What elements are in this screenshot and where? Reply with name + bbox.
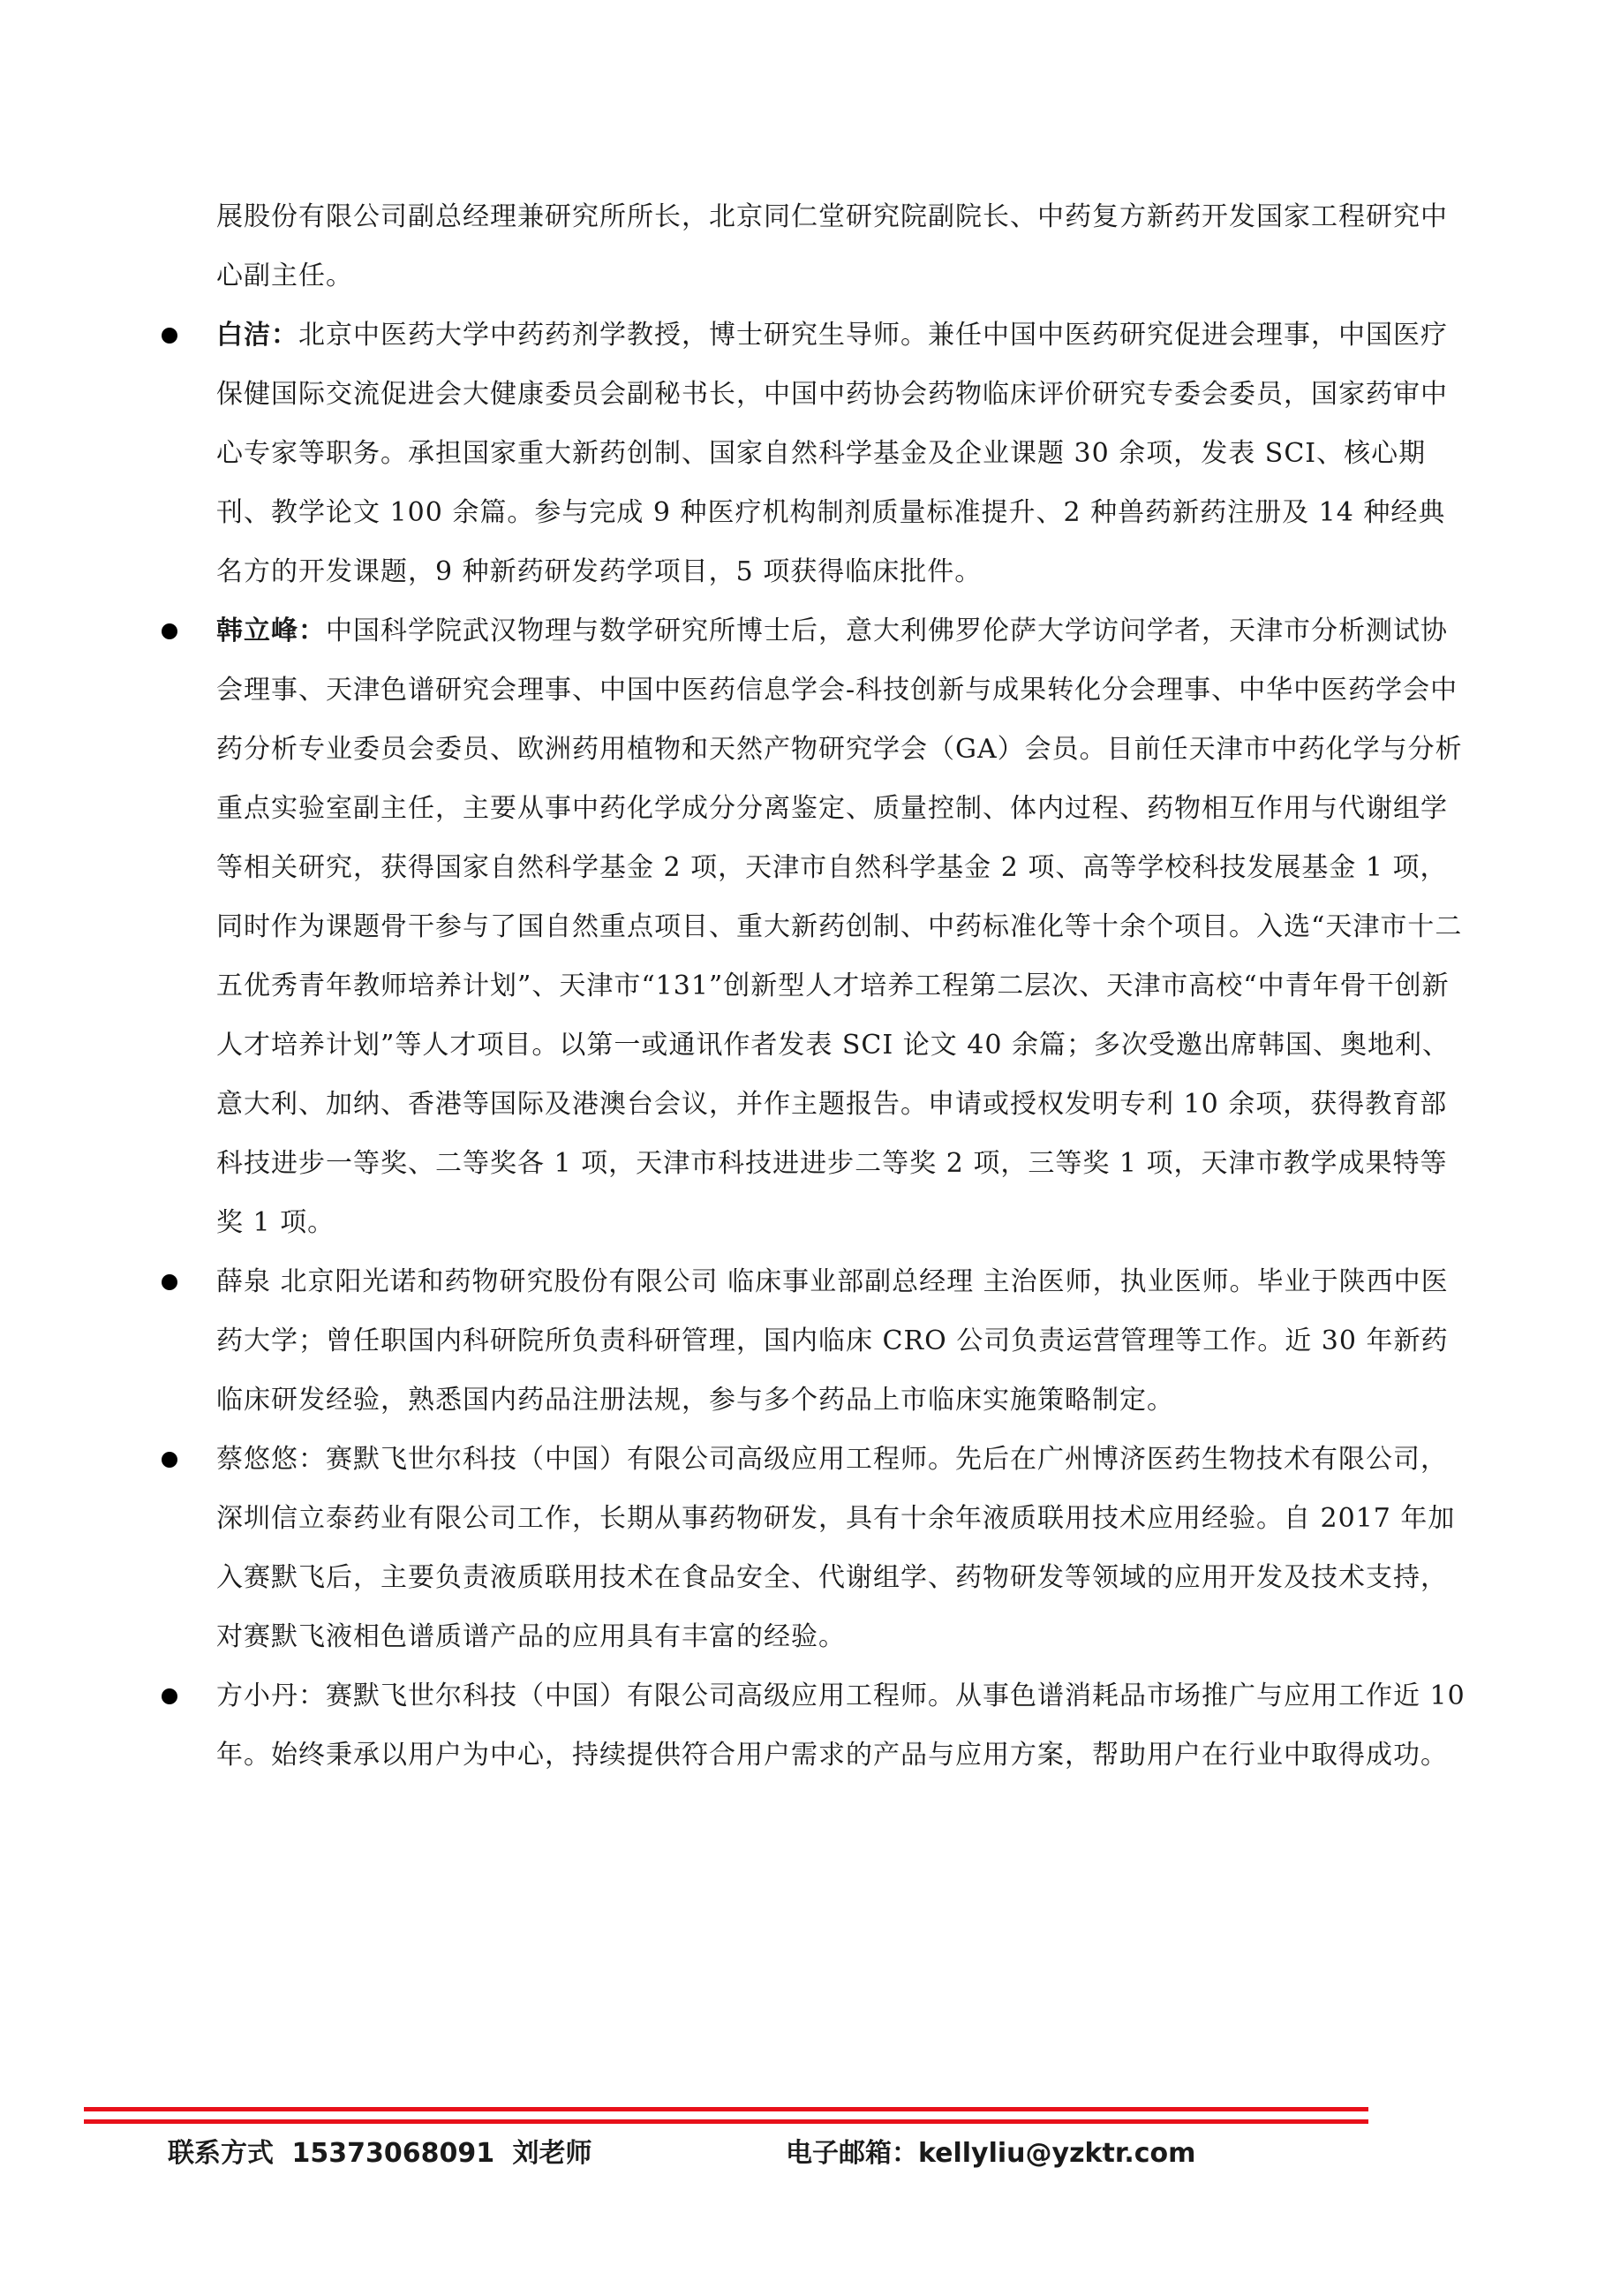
bullet-icon	[162, 1688, 177, 1704]
expert-bio: 北京中医药大学中药药剂学教授，博士研究生导师。兼任中国中医药研究促进会理事，中国医疗保健国际交流促进会大健康委员会副秘书长，中国中药协会药物临床评价研究专委会委员，国家药审中心专家等职务。承担国家重大新药创制、国家自然科学基金及企业课题 30 余项，发表 SCI、核心期刊、教学论文 100 余篇。参与完成 9 种医疗机构制剂质量标准提升、2 种兽药新药注册及 14 种经典名方的开发课题，9 种新药研发药学项目，5 项获得临床批件。	[216, 320, 1448, 587]
document-body	[162, 187, 1468, 1785]
contact-footer	[0, 2131, 1620, 2184]
contact-info	[168, 2131, 592, 2170]
email-info	[786, 2131, 1195, 2170]
email-link[interactable]: kellyliu@yzktr.com	[918, 2138, 1196, 2169]
contact-phone[interactable]: 15373068091	[291, 2138, 495, 2169]
footer-divider-bottom	[84, 2119, 1368, 2124]
expert-item	[162, 1430, 1468, 1666]
contact-label: 联系方式	[168, 2138, 274, 2169]
expert-bio: 北京阳光诺和药物研究股份有限公司 临床事业部副总经理 主治医师，执业医师。毕业于陕西中医药大学；曾任职国内科研院所负责科研管理，国内临床 CRO 公司负责运营管理等工作。近 30 年新药临床研发经验，熟悉国内药品注册法规，参与多个药品上市临床实施策略制定。	[216, 1266, 1449, 1416]
bullet-icon	[162, 1274, 177, 1290]
expert-item	[162, 1252, 1468, 1430]
expert-item	[162, 306, 1468, 601]
footer-divider-top	[84, 2107, 1368, 2111]
email-label: 电子邮箱：	[786, 2138, 918, 2169]
bullet-icon	[162, 328, 177, 344]
expert-name: 方小丹：	[216, 1680, 326, 1711]
expert-name: 蔡悠悠：	[216, 1444, 326, 1475]
bullet-icon	[162, 1452, 177, 1468]
contact-person: 刘老师	[512, 2138, 592, 2169]
expert-bio: 赛默飞世尔科技（中国）有限公司高级应用工程师。从事色谱消耗品市场推广与应用工作近 10 年。始终秉承以用户为中心，持续提供符合用户需求的产品与应用方案，帮助用户在行业中取得成功。	[216, 1680, 1466, 1771]
expert-name: 白洁：	[216, 320, 298, 351]
expert-item	[162, 601, 1468, 1252]
intro-continuation: 展股份有限公司副总经理兼研究所所长，北京同仁堂研究院副院长、中药复方新药开发国家工程研究中心副主任。	[216, 201, 1448, 291]
expert-bio: 中国科学院武汉物理与数学研究所博士后，意大利佛罗伦萨大学访问学者，天津市分析测试协会理事、天津色谱研究会理事、中国中医药信息学会-科技创新与成果转化分会理事、中华中医药学会中药分析专业委员会委员、欧洲药用植物和天然产物研究学会（GA）会员。目前任天津市中药化学与分析重点实验室副主任，主要从事中药化学成分分离鉴定、质量控制、体内过程、药物相互作用与代谢组学等相关研究，获得国家自然科学基金 2 项，天津市自然科学基金 2 项、高等学校科技发展基金 1 项，同时作为课题骨干参与了国自然重点项目、重大新药创制、中药标准化等十余个项目。入选“天津市十二五优秀青年教师培养计划”、天津市“131”创新型人才培养工程第二层次、天津市高校“中青年骨干创新人才培养计划”等人才项目。以第一或通讯作者发表 SCI 论文 40 余篇；多次受邀出席韩国、奥地利、意大利、加纳、香港等国际及港澳台会议，并作主题报告。申请或授权发明专利 10 余项，获得教育部科技进步一等奖、二等奖各 1 项，天津市科技进进步二等奖 2 项，三等奖 1 项，天津市教学成果特等奖 1 项。	[216, 616, 1463, 1238]
expert-name: 薛泉	[216, 1266, 271, 1297]
bullet-icon	[162, 623, 177, 639]
expert-item	[162, 1666, 1468, 1785]
expert-name: 韩立峰：	[216, 616, 326, 646]
expert-bio: 赛默飞世尔科技（中国）有限公司高级应用工程师。先后在广州博济医药生物技术有限公司，深圳信立泰药业有限公司工作，长期从事药物研发，具有十余年液质联用技术应用经验。自 2017 年加入赛默飞后，主要负责液质联用技术在食品安全、代谢组学、药物研发等领域的应用开发及技术支持，对赛默飞液相色谱质谱产品的应用具有丰富的经验。	[216, 1444, 1456, 1652]
